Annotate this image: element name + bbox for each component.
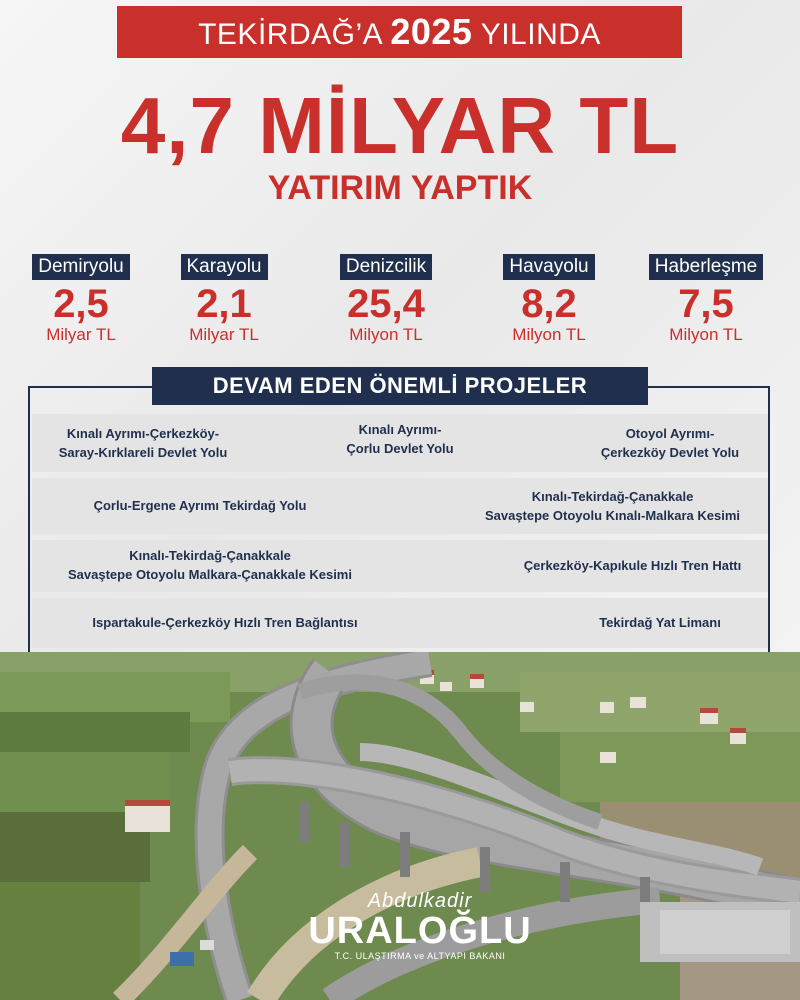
project-line: Çerkezköy Devlet Yolu (600, 445, 740, 460)
stat-value: 8,2 (521, 282, 577, 326)
stat-value: 25,4 (347, 282, 425, 326)
investment-subheading: YATIRIM YAPTIK (267, 169, 533, 207)
stat-maritime (321, 254, 451, 344)
project-line: Çorlu Devlet Yolu (346, 441, 454, 456)
project-line: Kınalı Ayrımı- (358, 422, 442, 437)
stat-unit: Milyar TL (189, 325, 259, 344)
stat-value: 7,5 (678, 282, 734, 326)
stat-label: Karayolu (181, 254, 268, 280)
stat-unit: Milyon TL (669, 325, 743, 344)
project-line: Ispartakule-Çerkezköy Hızlı Tren Bağlantısı (92, 615, 358, 630)
signature-last-name: URALOĞLU (308, 910, 532, 952)
project-item (455, 487, 770, 525)
project-item (300, 420, 500, 458)
stat-aviation (484, 254, 614, 344)
project-item (570, 613, 750, 632)
project-item (30, 546, 390, 584)
project-line: Saray-Kırklareli Devlet Yolu (58, 445, 228, 460)
stat-communication (641, 254, 771, 344)
project-item (50, 496, 350, 515)
stat-label: Demiryolu (32, 254, 130, 280)
stat-value: 2,1 (196, 282, 252, 326)
project-item (500, 556, 765, 575)
stat-value: 2,5 (53, 282, 109, 326)
banner-prefix: TEKİRDAĞ’A (198, 18, 391, 51)
project-line: Savaştepe Otoyolu Kınalı-Malkara Kesimi (484, 508, 741, 523)
stat-label: Haberleşme (649, 254, 763, 280)
stat-railway (16, 254, 146, 344)
banner-suffix: YILINDA (472, 18, 601, 51)
stat-unit: Milyar TL (46, 325, 116, 344)
project-item (575, 424, 765, 462)
project-line: Kınalı-Tekirdağ-Çanakkale (129, 548, 291, 563)
project-line: Çerkezköy-Kapıkule Hızlı Tren Hattı (523, 558, 742, 573)
projects-title: DEVAM EDEN ÖNEMLİ PROJELER (152, 367, 648, 405)
stat-label: Havayolu (503, 254, 594, 280)
banner-year: 2025 (390, 11, 473, 52)
stat-unit: Milyon TL (512, 325, 586, 344)
project-line: Tekirdağ Yat Limanı (599, 615, 721, 630)
stat-highway (159, 254, 289, 344)
signature-title: T.C. ULAŞTIRMA ve ALTYAPI BAKANI (334, 951, 506, 961)
project-line: Otoyol Ayrımı- (625, 426, 715, 441)
stat-label: Denizcilik (340, 254, 432, 280)
project-line: Kınalı Ayrımı-Çerkezköy- (66, 426, 220, 441)
minister-signature (300, 890, 540, 962)
project-item (30, 424, 256, 462)
project-line: Çorlu-Ergene Ayrımı Tekirdağ Yolu (93, 498, 307, 513)
total-investment-amount: 4,7 MİLYAR TL (120, 81, 680, 170)
project-item (55, 613, 395, 632)
project-line: Kınalı-Tekirdağ-Çanakkale (531, 489, 694, 504)
stat-unit: Milyon TL (349, 325, 423, 344)
signature-first-name: Abdulkadir (367, 890, 473, 912)
year-banner (117, 6, 682, 58)
project-line: Savaştepe Otoyolu Malkara-Çanakkale Kesimi (68, 567, 352, 582)
